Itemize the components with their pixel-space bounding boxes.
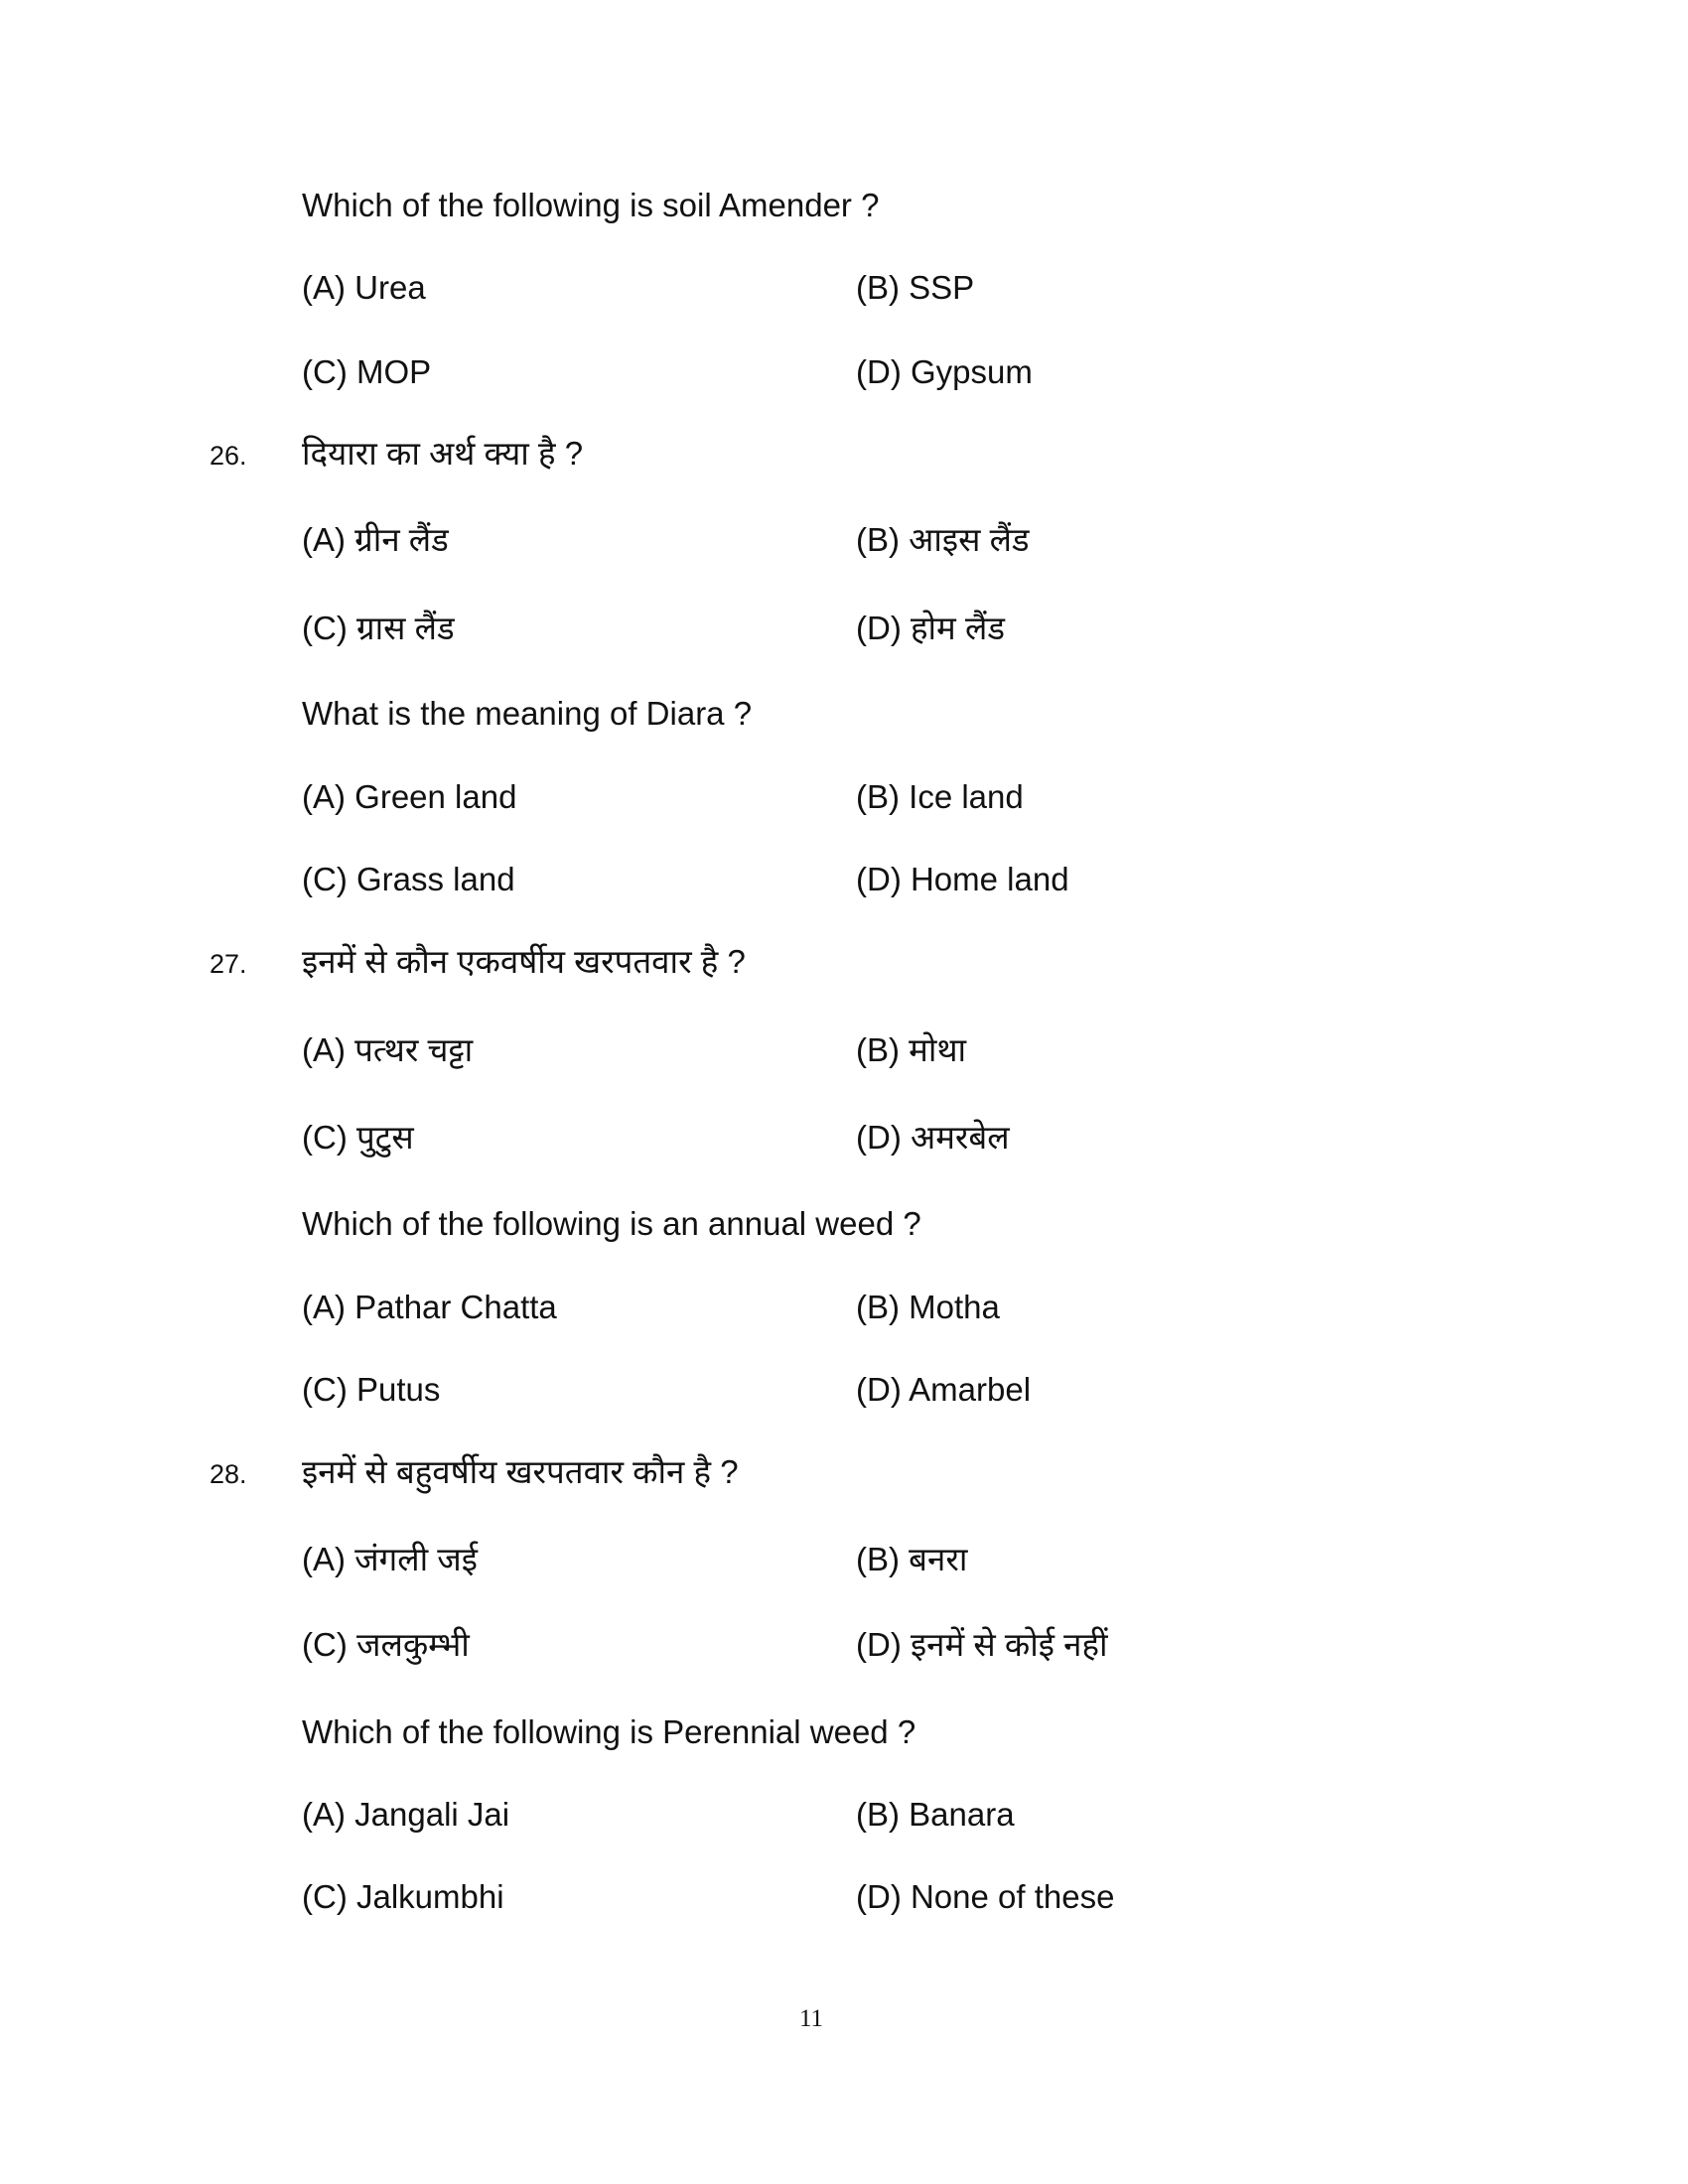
q26-hindi-option-d: (D) होम लैंड (856, 610, 1005, 646)
question-28-english: Which of the following is Perennial weed ? (302, 1713, 916, 1750)
q27-hindi-option-c: (C) पुटुस (302, 1119, 414, 1156)
q25-option-c: (C) MOP (302, 353, 432, 390)
q26-hindi-option-b: (B) आइस लैंड (856, 521, 1030, 558)
q25-option-a: (A) Urea (302, 269, 426, 306)
q26-hindi-option-a: (A) ग्रीन लैंड (302, 521, 449, 558)
q27-option-a: (A) Pathar Chatta (302, 1289, 557, 1325)
question-number-27: 27. (210, 949, 247, 979)
question-25-english: Which of the following is soil Amender ? (302, 187, 880, 223)
q28-option-c: (C) Jalkumbhi (302, 1878, 504, 1915)
question-28-hindi: इनमें से बहुवर्षीय खरपतवार कौन है ? (302, 1453, 739, 1490)
q28-hindi-option-c: (C) जलकुम्भी (302, 1626, 470, 1663)
q26-option-b: (B) Ice land (856, 778, 1024, 815)
q28-hindi-option-b: (B) बनरा (856, 1541, 968, 1577)
q28-hindi-option-d: (D) इनमें से कोई नहीं (856, 1626, 1108, 1663)
question-26-english: What is the meaning of Diara ? (302, 695, 753, 732)
page-number: 11 (798, 2005, 824, 2032)
q27-option-b: (B) Motha (856, 1289, 1000, 1325)
q27-hindi-option-d: (D) अमरबेल (856, 1119, 1010, 1156)
question-number-28: 28. (210, 1459, 247, 1489)
q25-option-b: (B) SSP (856, 269, 975, 306)
q28-option-d: (D) None of these (856, 1878, 1115, 1915)
question-27-english: Which of the following is an annual weed ? (302, 1205, 921, 1242)
q26-hindi-option-c: (C) ग्रास लैंड (302, 610, 455, 646)
q27-hindi-option-a: (A) पत्थर चट्टा (302, 1031, 474, 1068)
q26-option-a: (A) Green land (302, 778, 517, 815)
q27-option-d: (D) Amarbel (856, 1371, 1032, 1408)
q28-option-a: (A) Jangali Jai (302, 1796, 510, 1833)
q28-hindi-option-a: (A) जंगली जई (302, 1541, 479, 1577)
question-27-hindi: इनमें से कौन एकवर्षीय खरपतवार है ? (302, 943, 746, 980)
q28-option-b: (B) Banara (856, 1796, 1015, 1833)
q26-option-c: (C) Grass land (302, 861, 515, 897)
question-number-26: 26. (210, 441, 247, 471)
q27-option-c: (C) Putus (302, 1371, 441, 1408)
q27-hindi-option-b: (B) मोथा (856, 1031, 967, 1068)
q26-option-d: (D) Home land (856, 861, 1069, 897)
question-26-hindi: दियारा का अर्थ क्या है ? (302, 435, 584, 472)
q25-option-d: (D) Gypsum (856, 353, 1033, 390)
